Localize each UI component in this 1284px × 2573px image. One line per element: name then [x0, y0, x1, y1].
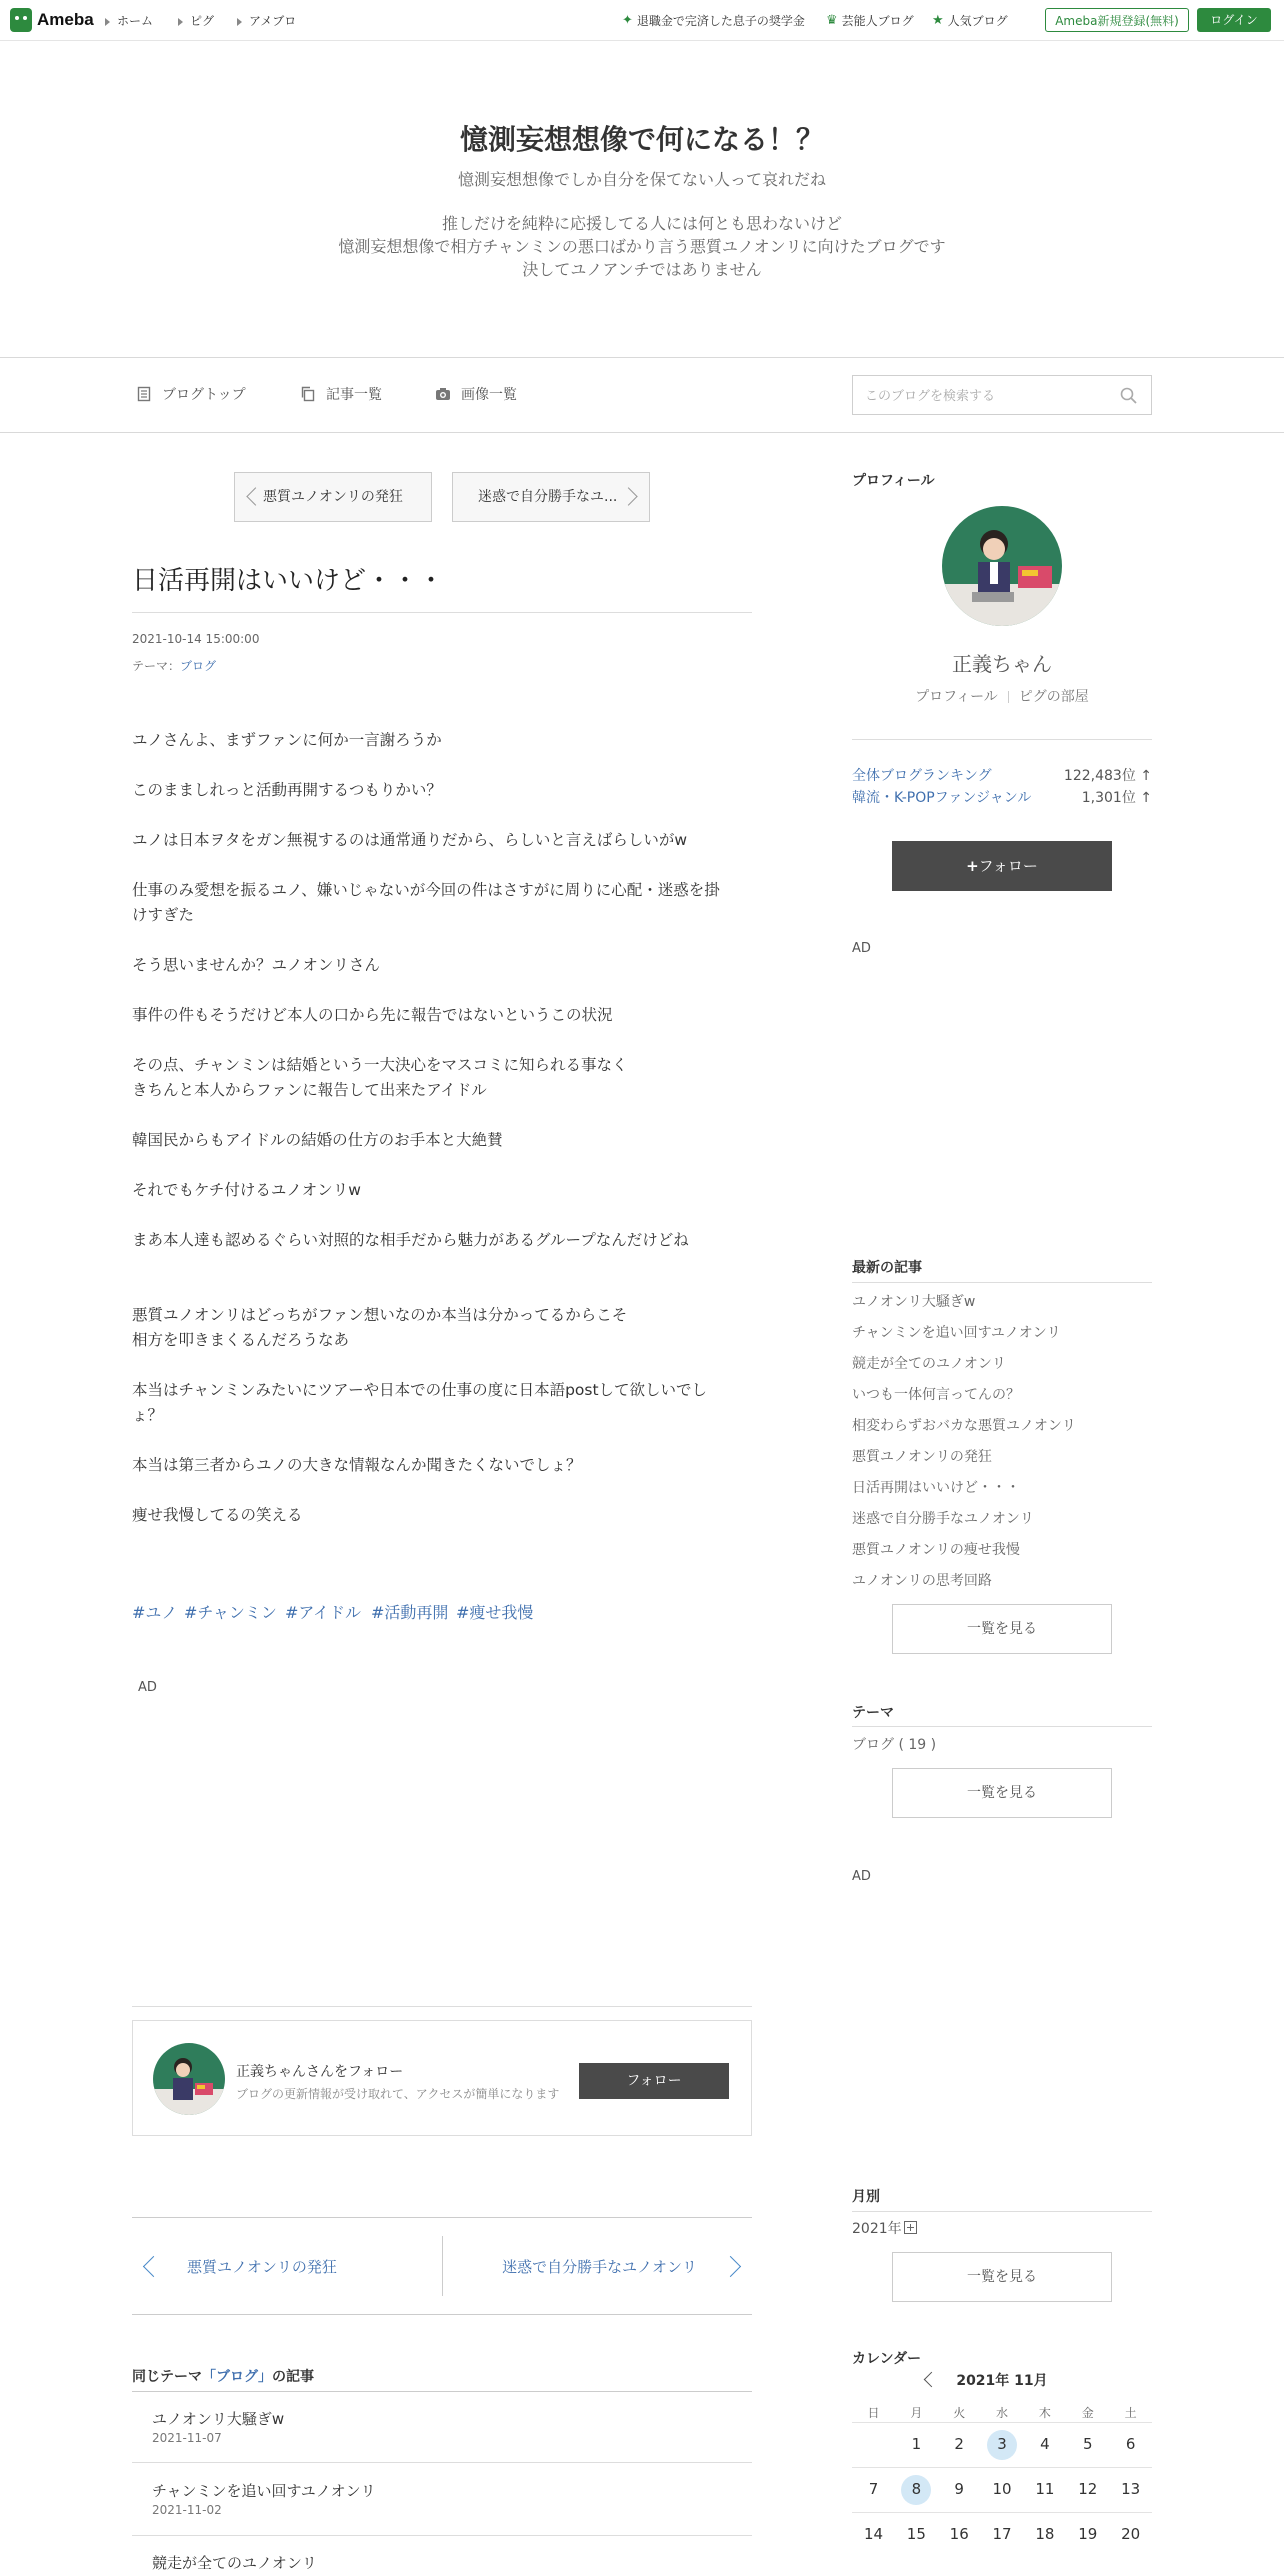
- calendar-day: 4: [1040, 2435, 1050, 2453]
- hashtag-link[interactable]: #ユノ: [132, 1603, 178, 1622]
- search-icon[interactable]: [1120, 387, 1137, 404]
- recent-heading: 最新の記事: [852, 1260, 922, 1276]
- entry-text: ユノさんよ、まずファンに何か一言謝ろうか: [132, 731, 442, 749]
- blog-search: [852, 375, 1152, 415]
- next-entry-label: 迷惑で自分勝手なユ...: [478, 489, 618, 505]
- follow-card: [132, 2020, 752, 2136]
- register-button[interactable]: Ameba新規登録(無料): [1045, 8, 1189, 32]
- prev-entry-button[interactable]: [234, 472, 432, 522]
- divider: [132, 2462, 752, 2463]
- blog-title[interactable]: 憶測妄想想像で何になる！？: [459, 123, 824, 156]
- blog-description-line: 憶測妄想想像で相方チャンミンの悪口ばかり言う悪質ユノオンリに向けたブログです: [338, 237, 946, 256]
- calendar-weekday: 木: [1038, 2406, 1051, 2420]
- blog-subtitle: 憶測妄想想像でしか自分を保てない人って哀れだね: [457, 170, 826, 189]
- theme-see-all-button[interactable]: 一覧を見る: [892, 1768, 1112, 1818]
- profile-name[interactable]: 正義ちゃん: [952, 652, 1052, 676]
- entry-date: 2021-10-14 15:00:00: [132, 632, 260, 646]
- same-theme-item[interactable]: ユノオンリ大騒ぎw: [152, 2410, 285, 2428]
- divider: [852, 1282, 1152, 1283]
- pig-room-link[interactable]: ピグの部屋: [1018, 689, 1089, 705]
- hashtag-link[interactable]: #アイドル: [285, 1603, 361, 1622]
- calendar-weekday: 土: [1124, 2406, 1137, 2420]
- crown-icon: ♛: [826, 13, 838, 28]
- camera-icon: [435, 386, 451, 402]
- global-header: [0, 0, 1284, 41]
- blog-description: [0, 212, 1284, 281]
- calendar-weekday: 月: [910, 2406, 923, 2420]
- entry-paragraph: [132, 1303, 752, 1353]
- monthly-item-label: 2021年: [852, 2221, 902, 2237]
- ranking-overall-value: 122,483位 ↑: [1063, 768, 1152, 784]
- calendar-day: 2: [954, 2435, 964, 2453]
- calendar-day: 10: [992, 2480, 1012, 2498]
- entry-text: 痩せ我慢してるの笑える: [132, 1506, 303, 1524]
- entry-paragraph: [132, 778, 752, 803]
- plus-icon: +: [966, 857, 979, 875]
- calendar-day: 20: [1121, 2525, 1141, 2543]
- prev-entry-label: 悪質ユノオンリの発狂: [263, 489, 403, 505]
- entry-text: ユノは日本ヲタをガン無視するのは通常通りだから、らしいと言えばらしいがw: [132, 831, 688, 849]
- avatar-image: [942, 506, 1062, 626]
- topbar-link-celebrity-blog[interactable]: [826, 12, 914, 29]
- calendar-day[interactable]: 3: [997, 2435, 1007, 2453]
- entry-theme-link[interactable]: ブログ: [180, 659, 217, 673]
- recent-entry-link[interactable]: ユノオンリの思考回路: [852, 1573, 992, 1589]
- entry-text: 悪質ユノオンリはどっちがファン想いなのか本当は分かってるからこそ: [132, 1306, 628, 1324]
- same-theme-date: 2021-11-07: [152, 2431, 222, 2445]
- follow-card-title: 正義ちゃんさんをフォロー: [236, 2064, 404, 2080]
- same-theme-item[interactable]: 競走が全てのユノオンリ: [152, 2554, 317, 2572]
- sidebar-follow-button[interactable]: [892, 841, 1112, 891]
- profile-link[interactable]: プロフィール: [915, 689, 998, 705]
- entry-text: そう思いませんか？ユノオンリさん: [132, 956, 380, 974]
- entry-title: 日活再開はいいけど・・・: [132, 566, 445, 596]
- divider: [852, 739, 1152, 740]
- calendar-heading: カレンダー: [852, 2351, 922, 2367]
- entry-paragraph: [132, 828, 752, 853]
- next-entry-link[interactable]: 迷惑で自分勝手なユノオンリ: [502, 2258, 697, 2276]
- entry-paragraph: [132, 1128, 752, 1153]
- calendar-weekday: 金: [1081, 2406, 1094, 2420]
- entry-text: ょ？: [132, 1406, 164, 1424]
- ad-label: AD: [852, 1869, 871, 1884]
- login-button[interactable]: ログイン: [1197, 8, 1271, 32]
- calendar-day[interactable]: 8: [911, 2480, 922, 2498]
- follow-button[interactable]: フォロー: [579, 2063, 729, 2099]
- follow-card-description: ブログの更新情報が受け取れて、アクセスが簡単になります: [236, 2087, 560, 2101]
- entry-theme-label: テーマ：: [132, 659, 181, 673]
- entry-text: まあ本人達も認めるぐらい対照的な相手だから魅力があるグループなんだけどね: [132, 1231, 689, 1249]
- topnav-home-label: ホーム: [117, 14, 154, 28]
- entry-text: 本当はチャンミンみたいにツアーや日本での仕事の度に日本語postして欲しいでし: [132, 1381, 708, 1399]
- same-theme-item[interactable]: チャンミンを追い回すユノオンリ: [152, 2482, 376, 2500]
- calendar-day: 7: [868, 2480, 879, 2498]
- calendar-title: 2021年 11月: [956, 2373, 1048, 2389]
- avatar-image: [153, 2043, 225, 2115]
- recent-entry-link[interactable]: チャンミンを追い回すユノオンリ: [852, 1325, 1061, 1341]
- blog-description-line: 決してユノアンチではありません: [522, 260, 762, 279]
- profile-heading: プロフィール: [852, 473, 935, 489]
- recent-entry-link[interactable]: 相変わらずおバカな悪質ユノオンリ: [852, 1418, 1076, 1434]
- topnav-ameblo[interactable]: [237, 12, 296, 29]
- topbar-link-scholarship[interactable]: [622, 12, 805, 29]
- monthly-item[interactable]: [852, 2218, 917, 2238]
- divider: [132, 2391, 752, 2392]
- entry-text: 本当は第三者からユノの大きな情報なんか聞きたくないでしょ？: [132, 1456, 582, 1474]
- topbar-link-celebrity-blog-label: 芸能人ブログ: [841, 14, 914, 28]
- hashtag-link[interactable]: #痩せ我慢: [456, 1603, 534, 1622]
- blog-description-line: 推しだけを純粋に応援してる人には何とも思わないけど: [441, 214, 842, 233]
- entry-text: それでもケチ付けるユノオンリw: [132, 1181, 361, 1199]
- entry-text: けすぎた: [132, 906, 195, 924]
- chevron-left-icon: [246, 487, 264, 505]
- ad-label: AD: [138, 1680, 157, 1695]
- entry-paragraph: [132, 1378, 752, 1428]
- chevron-right-icon[interactable]: [720, 2256, 741, 2277]
- entry-body: [132, 728, 752, 1528]
- calendar-weekday: 火: [953, 2406, 966, 2420]
- entry-paragraph: [132, 728, 752, 753]
- triangle-right-icon: [178, 18, 183, 26]
- calendar-day: 14: [863, 2525, 884, 2543]
- ameba-logo-text: Ameba: [37, 10, 94, 29]
- recent-entry-link[interactable]: 悪質ユノオンリの痩せ我慢: [852, 1542, 1020, 1558]
- divider: [132, 2006, 752, 2007]
- topnav-ameblo-label: アメブロ: [249, 14, 297, 28]
- recent-entry-link[interactable]: 迷惑で自分勝手なユノオンリ: [852, 1511, 1034, 1527]
- nav-entry-list-label: 記事一覧: [326, 387, 382, 403]
- separator: [1008, 691, 1009, 703]
- ranking-genre-link[interactable]: 韓流・K-POPファンジャンル: [852, 790, 1032, 806]
- same-theme-link[interactable]: 「ブログ」: [202, 2369, 272, 2385]
- avatar[interactable]: [153, 2043, 225, 2115]
- theme-heading: テーマ: [852, 1705, 894, 1721]
- recent-entry-link[interactable]: 悪質ユノオンリの発狂: [852, 1449, 992, 1465]
- calendar-row-divider: [852, 2512, 1152, 2513]
- calendar-day: 5: [1083, 2435, 1093, 2453]
- hashtag-link[interactable]: #チャンミン: [184, 1603, 277, 1622]
- chevron-left-icon[interactable]: [143, 2256, 164, 2277]
- topbar-link-popular-blog[interactable]: [932, 12, 1008, 29]
- nav-image-list-label: 画像一覧: [461, 387, 517, 403]
- topbar-link-scholarship-label: 退職金で完済した息子の奨学金: [636, 14, 805, 28]
- recent-see-all-button[interactable]: 一覧を見る: [892, 1604, 1112, 1654]
- topnav-pigg-label: ピグ: [190, 14, 215, 28]
- nav-image-list[interactable]: [435, 384, 517, 404]
- recent-entry-link[interactable]: いつも一体何言ってんの？: [852, 1387, 1020, 1403]
- star-icon: ★: [932, 13, 944, 28]
- calendar-row-divider: [852, 2467, 1152, 2468]
- divider: [132, 612, 752, 613]
- entry-text: きちんと本人からファンに報告して出来たアイドル: [132, 1081, 487, 1099]
- entry-text: 仕事のみ愛想を振るユノ、嫌いじゃないが今回の件はさすがに周りに心配・迷惑を掛: [132, 881, 720, 899]
- ameba-logo[interactable]: [10, 8, 94, 32]
- profile-avatar[interactable]: [942, 506, 1062, 626]
- same-theme-prefix: 同じテーマ: [132, 2369, 202, 2385]
- divider: [0, 432, 1284, 433]
- calendar-day: 1: [911, 2435, 922, 2453]
- same-theme-heading: [132, 2366, 314, 2386]
- calendar-day: 12: [1078, 2480, 1098, 2498]
- same-theme-suffix: の記事: [272, 2369, 314, 2385]
- divider: [0, 357, 1284, 358]
- topbar-link-popular-blog-label: 人気ブログ: [947, 14, 1008, 28]
- sidebar-follow-label: フォロー: [978, 857, 1038, 875]
- calendar-weekday: 日: [867, 2406, 880, 2420]
- profile-links: [852, 686, 1152, 706]
- triangle-right-icon: [105, 18, 110, 26]
- monthly-see-all-button[interactable]: 一覧を見る: [892, 2252, 1112, 2302]
- calendar-row-divider: [852, 2422, 1152, 2423]
- entry-paragraph: [132, 1053, 752, 1103]
- expand-plus-icon[interactable]: [904, 2221, 917, 2234]
- entry-text: その点、チャンミンは結婚という一大決心をマスコミに知られる事なく: [132, 1056, 628, 1074]
- ranking-overall-link[interactable]: 全体ブログランキング: [852, 768, 992, 784]
- entry-theme: [132, 657, 216, 674]
- topnav-pigg[interactable]: [178, 12, 214, 29]
- calendar-weekday: 水: [996, 2406, 1009, 2420]
- entry-paragraph: [132, 1503, 752, 1528]
- nav-blog-top[interactable]: [136, 384, 246, 404]
- copy-icon: [300, 386, 316, 402]
- calendar-day: 9: [954, 2480, 964, 2498]
- entry-paragraph: [132, 1228, 752, 1253]
- calendar-day: 15: [906, 2525, 926, 2543]
- recent-entry-link[interactable]: 日活再開はいいけど・・・: [852, 1480, 1020, 1496]
- monthly-heading: 月別: [852, 2189, 880, 2205]
- same-theme-date: 2021-11-02: [152, 2503, 222, 2517]
- divider: [852, 2211, 1152, 2212]
- topnav-home[interactable]: [105, 12, 153, 29]
- prev-entry-link[interactable]: 悪質ユノオンリの発狂: [187, 2258, 337, 2276]
- calendar-day: 16: [949, 2525, 969, 2543]
- ad-label: AD: [852, 941, 871, 956]
- nav-blog-top-label: ブログトップ: [162, 387, 246, 403]
- entry-paragraph: [132, 878, 752, 928]
- entry-text: 韓国民からもアイドルの結婚の仕方のお手本と大絶賛: [132, 1131, 503, 1149]
- nav-entry-list[interactable]: [300, 384, 382, 404]
- hashtag-link[interactable]: #活動再開: [371, 1603, 449, 1622]
- ameba-logo-icon: [10, 8, 32, 32]
- theme-item-link[interactable]: ブログ ( 19 ): [852, 1737, 937, 1753]
- entry-text: 相方を叩きまくるんだろうなあ: [132, 1331, 350, 1349]
- entry-pager: [132, 2217, 752, 2315]
- calendar-day: 13: [1121, 2480, 1141, 2498]
- entry-paragraph: [132, 1178, 752, 1203]
- calendar-day: 6: [1125, 2435, 1136, 2453]
- entry-text: このまましれっと活動再開するつもりかい？: [132, 781, 442, 799]
- document-icon: [136, 386, 152, 402]
- entry-paragraph: [132, 1003, 752, 1028]
- entry-paragraph: [132, 953, 752, 978]
- triangle-right-icon: [237, 18, 242, 26]
- divider: [132, 2535, 752, 2536]
- calendar-day: 18: [1035, 2525, 1055, 2543]
- search-input[interactable]: [853, 376, 1117, 416]
- calendar-day: 17: [992, 2525, 1012, 2543]
- sparkle-icon: ✦: [622, 13, 633, 28]
- divider: [442, 2236, 443, 2296]
- chevron-right-icon: [619, 487, 637, 505]
- calendar-day: 11: [1035, 2480, 1055, 2498]
- calendar-day: 19: [1078, 2525, 1098, 2543]
- next-entry-button[interactable]: [452, 472, 650, 522]
- entry-text: 事件の件もそうだけど本人の口から先に報告ではないというこの状況: [132, 1006, 613, 1024]
- ranking-genre-value: 1,301位 ↑: [1081, 790, 1152, 806]
- entry-paragraph: [132, 1453, 752, 1478]
- divider: [852, 1726, 1152, 1727]
- recent-entry-link[interactable]: ユノオンリ大騒ぎw: [852, 1294, 976, 1310]
- recent-entry-link[interactable]: 競走が全てのユノオンリ: [852, 1356, 1006, 1372]
